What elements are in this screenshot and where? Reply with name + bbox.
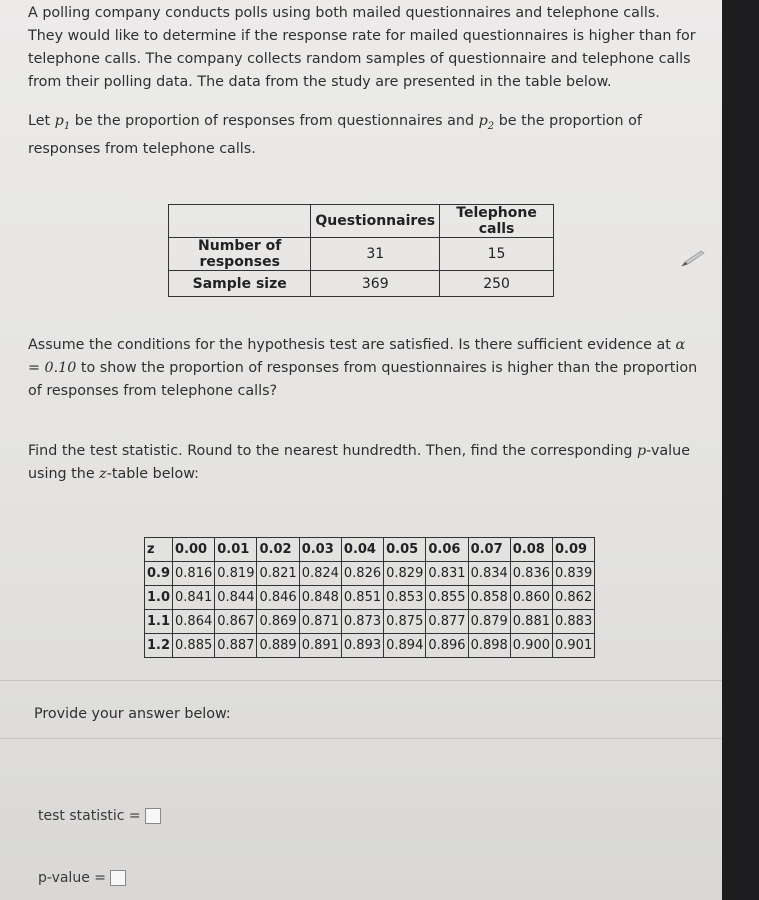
- test-statistic-label: test statistic =: [38, 808, 141, 824]
- section-divider: [0, 680, 722, 681]
- z-cell: 0.889: [257, 634, 299, 658]
- table-row: [145, 562, 595, 586]
- z-cell: 0.860: [510, 586, 552, 610]
- z-cell: 0.846: [257, 586, 299, 610]
- z-cell: 0.848: [299, 586, 341, 610]
- z-row-label: 1.1: [145, 610, 173, 634]
- z-cell: 0.858: [468, 586, 510, 610]
- let-prefix: Let: [28, 113, 55, 129]
- data-table-header-row: [169, 205, 554, 238]
- z-row-label: 1.0: [145, 586, 173, 610]
- z-header-z: z: [145, 538, 173, 562]
- z-header: 0.05: [384, 538, 426, 562]
- z-cell: 0.839: [553, 562, 595, 586]
- z-cell: 0.869: [257, 610, 299, 634]
- table-row: [169, 271, 554, 297]
- data-table: [168, 204, 554, 297]
- z-cell: 0.887: [215, 634, 257, 658]
- z-table: [144, 537, 595, 658]
- z-cell: 0.877: [426, 610, 468, 634]
- hypothesis-question: Assume the conditions for the hypothesis test are satisfied. Is there sufficient evidence at α = 0.10 to show the proportion of responses from questionnaires is higher than the proportion of responses from telephone calls?: [28, 337, 698, 399]
- answer-divider: [0, 738, 722, 739]
- let-mid: be the proportion of responses from questionnaires and: [70, 113, 479, 129]
- z-header: 0.00: [173, 538, 215, 562]
- row-label-responses: Number of responses: [169, 238, 311, 271]
- z-cell: 0.824: [299, 562, 341, 586]
- z-cell: 0.885: [173, 634, 215, 658]
- z-cell: 0.875: [384, 610, 426, 634]
- answer-prompt: Provide your answer below:: [34, 706, 231, 722]
- z-cell: 0.844: [215, 586, 257, 610]
- z-cell: 0.894: [384, 634, 426, 658]
- intro-paragraph: A polling company conducts polls using both mailed questionnaires and telephone calls. They would like to determine if the response rate for mailed questionnaires is higher than for telephone calls. The company collects random samples of questionnaire and telephone calls from their polling data. The data from the study are presented in the table below.: [28, 5, 696, 90]
- z-header: 0.09: [553, 538, 595, 562]
- test-statistic-input[interactable]: [145, 808, 161, 824]
- z-header: 0.07: [468, 538, 510, 562]
- z-cell: 0.901: [553, 634, 595, 658]
- table-row: [145, 586, 595, 610]
- z-row-label: 0.9: [145, 562, 173, 586]
- z-header: 0.04: [341, 538, 383, 562]
- instruction-paragraph: Find the test statistic. Round to the nearest hundredth. Then, find the corresponding p-value using the z-table below:: [28, 443, 690, 482]
- z-table-header-row: [145, 538, 595, 562]
- variable-definition: [28, 110, 698, 161]
- p-value-input[interactable]: [110, 870, 126, 886]
- z-header: 0.01: [215, 538, 257, 562]
- z-header: 0.03: [299, 538, 341, 562]
- p-value-row: [38, 870, 126, 886]
- z-cell: 0.821: [257, 562, 299, 586]
- z-cell: 0.826: [341, 562, 383, 586]
- header-questionnaires: Questionnaires: [311, 205, 440, 238]
- table-row: [145, 610, 595, 634]
- table-row: [145, 634, 595, 658]
- z-cell: 0.898: [468, 634, 510, 658]
- z-cell: 0.881: [510, 610, 552, 634]
- z-cell: 0.864: [173, 610, 215, 634]
- z-cell: 0.855: [426, 586, 468, 610]
- z-cell: 0.816: [173, 562, 215, 586]
- z-header: 0.02: [257, 538, 299, 562]
- z-cell: 0.893: [341, 634, 383, 658]
- z-variable: z: [99, 466, 107, 482]
- z-cell: 0.862: [553, 586, 595, 610]
- z-cell: 0.819: [215, 562, 257, 586]
- data-table-corner: [169, 205, 311, 238]
- z-cell: 0.831: [426, 562, 468, 586]
- row-label-sample-size: Sample size: [169, 271, 311, 297]
- z-cell: 0.834: [468, 562, 510, 586]
- z-cell: 0.891: [299, 634, 341, 658]
- cell-questionnaire-responses: 31: [311, 238, 440, 271]
- cell-telephone-sample: 250: [440, 271, 554, 297]
- p1-symbol: $p_1$: [54, 113, 71, 132]
- p2-symbol: $p_2$: [478, 113, 495, 132]
- z-cell: 0.900: [510, 634, 552, 658]
- alpha-value: α = 0.10: [28, 337, 686, 376]
- z-row-label: 1.2: [145, 634, 173, 658]
- table-row: [169, 238, 554, 271]
- z-cell: 0.873: [341, 610, 383, 634]
- z-cell: 0.871: [299, 610, 341, 634]
- p-value-label: p-value =: [38, 870, 106, 886]
- let-suffix: be the proportion of responses from telephone calls.: [28, 113, 642, 157]
- z-cell: 0.841: [173, 586, 215, 610]
- z-header: 0.06: [426, 538, 468, 562]
- header-telephone-calls: Telephone calls: [440, 205, 554, 238]
- p-variable: p: [637, 443, 647, 459]
- z-cell: 0.879: [468, 610, 510, 634]
- z-cell: 0.829: [384, 562, 426, 586]
- z-cell: 0.896: [426, 634, 468, 658]
- cell-telephone-responses: 15: [440, 238, 554, 271]
- z-cell: 0.851: [341, 586, 383, 610]
- z-header: 0.08: [510, 538, 552, 562]
- z-cell: 0.836: [510, 562, 552, 586]
- z-cell: 0.867: [215, 610, 257, 634]
- cell-questionnaire-sample: 369: [311, 271, 440, 297]
- z-cell: 0.853: [384, 586, 426, 610]
- test-statistic-row: [38, 808, 161, 824]
- z-cell: 0.883: [553, 610, 595, 634]
- pencil-icon[interactable]: [680, 250, 706, 268]
